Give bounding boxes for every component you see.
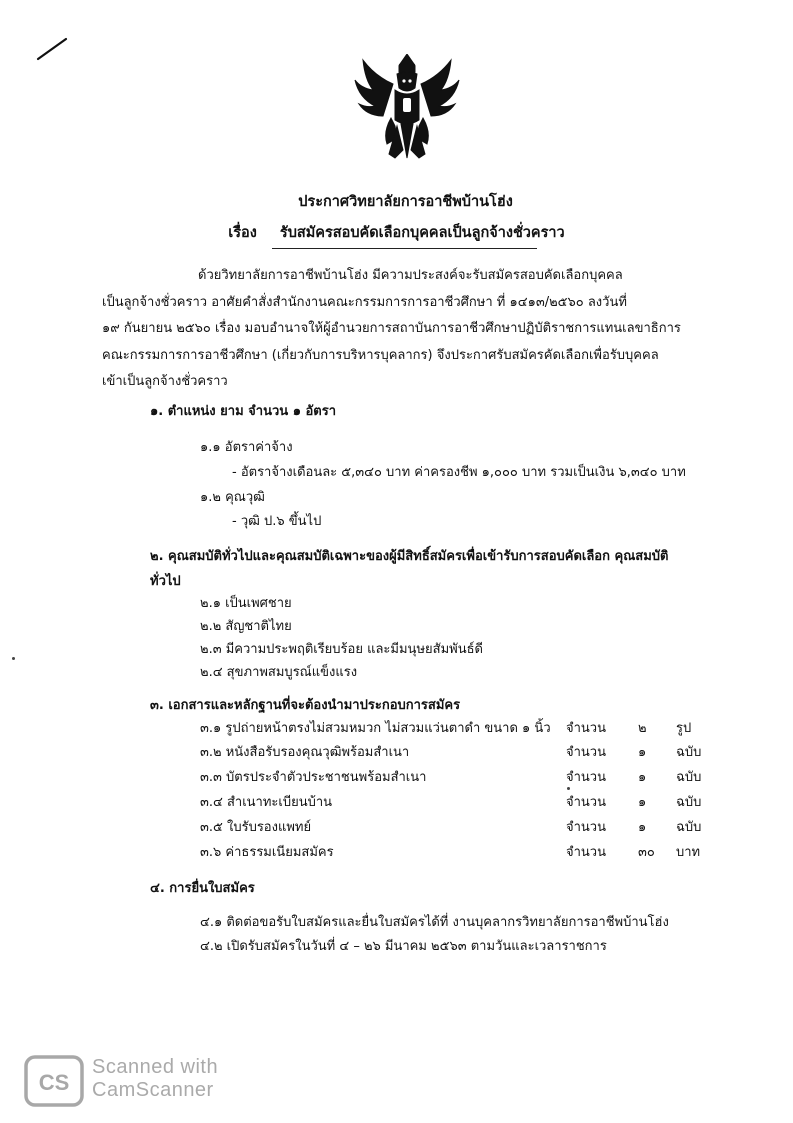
intro-paragraph (102, 263, 702, 396)
document-count: ๑ (638, 745, 647, 760)
document-name: ๓.๑ รูปถ่ายหน้าตรงไม่สวมหมวก ไม่สวมแว่นตาดำ ขนาด ๑ นิ้ว (200, 721, 551, 736)
document-count: ๑ (638, 820, 647, 835)
document-count: ๓๐ (638, 845, 655, 860)
header-divider (272, 248, 537, 249)
document-name: ๓.๒ หนังสือรับรองคุณวุฒิพร้อมสำเนา (200, 745, 410, 760)
qualification-item: ๒.๔ สุขภาพสมบูรณ์แข็งแรง (200, 665, 358, 680)
subject-text: รับสมัครสอบคัดเลือกบุคคลเป็นลูกจ้างชั่วคราว (279, 225, 565, 241)
announcement-header (0, 190, 793, 244)
document-name: ๓.๖ ค่าธรรมเนียมสมัคร (200, 845, 334, 860)
quantity-label: จำนวน (566, 770, 606, 785)
wage-detail: - อัตราจ้างเดือนละ ๕,๓๔๐ บาท ค่าครองชีพ ๑,๐๐๐ บาท รวมเป็นเงิน ๖,๓๔๐ บาท (232, 465, 686, 480)
qualification-detail: - วุฒิ ป.๖ ขึ้นไป (232, 514, 322, 529)
document-row (200, 816, 720, 838)
application-item: ๔.๒ เปิดรับสมัครในวันที่ ๔ – ๒๖ มีนาคม ๒๕๖๓ ตามวันและเวลาราชการ (200, 939, 607, 954)
section-3-heading: ๓. เอกสารและหลักฐานที่จะต้องนำมาประกอบการสมัคร (150, 698, 461, 713)
section-2-heading: ๒. คุณสมบัติทั่วไปและคุณสมบัติเฉพาะของผู้มีสิทธิ์สมัครเพื่อเข้ารับการสอบคัดเลือก คุณสมบัติ (150, 549, 669, 564)
intro-line: คณะกรรมการการอาชีวศึกษา (เกี่ยวกับการบริหารบุคลากร) จึงประกาศรับสมัครคัดเลือกเพื่อรับบุคคล (102, 347, 659, 363)
document-count: ๒ (638, 721, 647, 736)
subject-line (0, 221, 793, 244)
document-unit: รูป (676, 721, 692, 736)
quantity-label: จำนวน (566, 795, 606, 810)
section-1-heading: ๑. ตำแหน่ง ยาม จำนวน ๑ อัตรา (150, 404, 337, 419)
garuda-emblem (353, 54, 461, 162)
document-unit: ฉบับ (676, 820, 702, 835)
document-row (200, 717, 720, 739)
intro-line: ด้วยวิทยาลัยการอาชีพบ้านโฮ่ง มีความประสงค์จะรับสมัครสอบคัดเลือกบุคคล (198, 268, 623, 283)
quantity-label: จำนวน (566, 820, 606, 835)
document-name: ๓.๕ ใบรับรองแพทย์ (200, 820, 312, 835)
document-row (200, 741, 720, 763)
document-name: ๓.๓ บัตรประจำตัวประชาชนพร้อมสำเนา (200, 770, 427, 785)
announcement-title: ประกาศวิทยาลัยการอาชีพบ้านโฮ่ง (298, 194, 513, 210)
quantity-label: จำนวน (566, 745, 606, 760)
pen-stroke-mark (36, 36, 72, 62)
scan-speck (567, 787, 570, 790)
document-unit: ฉบับ (676, 745, 702, 760)
document-count: ๑ (638, 770, 647, 785)
section-4-heading: ๔. การยื่นใบสมัคร (150, 881, 255, 896)
qualification-heading: ๑.๒ คุณวุฒิ (200, 490, 265, 505)
watermark-line-2: CamScanner (92, 1079, 214, 1101)
subject-label: เรื่อง (228, 225, 257, 241)
document-unit: บาท (676, 845, 701, 860)
document-unit: ฉบับ (676, 795, 702, 810)
qualification-item: ๒.๒ สัญชาติไทย (200, 619, 292, 634)
watermark-line-1: Scanned with (92, 1056, 219, 1078)
qualification-item: ๒.๓ มีความประพฤติเรียบร้อย และมีมนุษยสัมพันธ์ดี (200, 642, 483, 657)
document-count: ๑ (638, 795, 647, 810)
document-name: ๓.๔ สำเนาทะเบียนบ้าน (200, 795, 333, 810)
section-2-heading-cont: ทั่วไป (150, 574, 181, 589)
application-item: ๔.๑ ติดต่อขอรับใบสมัครและยื่นใบสมัครได้ที่ งานบุคลากรวิทยาลัยการอาชีพบ้านโฮ่ง (200, 915, 669, 930)
qualification-item: ๒.๑ เป็นเพศชาย (200, 596, 292, 611)
document-row (200, 766, 720, 788)
camscanner-logo-icon (24, 1055, 84, 1107)
scan-speck (12, 657, 15, 660)
intro-line: เข้าเป็นลูกจ้างชั่วคราว (102, 374, 228, 389)
intro-line: ๑๙ กันยายน ๒๕๖๐ เรื่อง มอบอำนาจให้ผู้อำนวยการสถาบันการอาชีวศึกษาปฏิบัติราชการแทนเลขาธิการ (102, 321, 681, 336)
document-unit: ฉบับ (676, 770, 702, 785)
camscanner-logo-text: CS (38, 1070, 70, 1095)
quantity-label: จำนวน (566, 845, 606, 860)
camscanner-watermark (92, 1056, 218, 1102)
document-row (200, 791, 720, 813)
document-row (200, 841, 720, 863)
wage-heading: ๑.๑ อัตราค่าจ้าง (200, 440, 293, 455)
intro-line: เป็นลูกจ้างชั่วคราว อาศัยคำสั่งสำนักงานคณะกรรมการการอาชีวศึกษา ที่ ๑๔๑๓/๒๕๖๐ ลงวันที่ (102, 294, 627, 310)
quantity-label: จำนวน (566, 721, 606, 736)
